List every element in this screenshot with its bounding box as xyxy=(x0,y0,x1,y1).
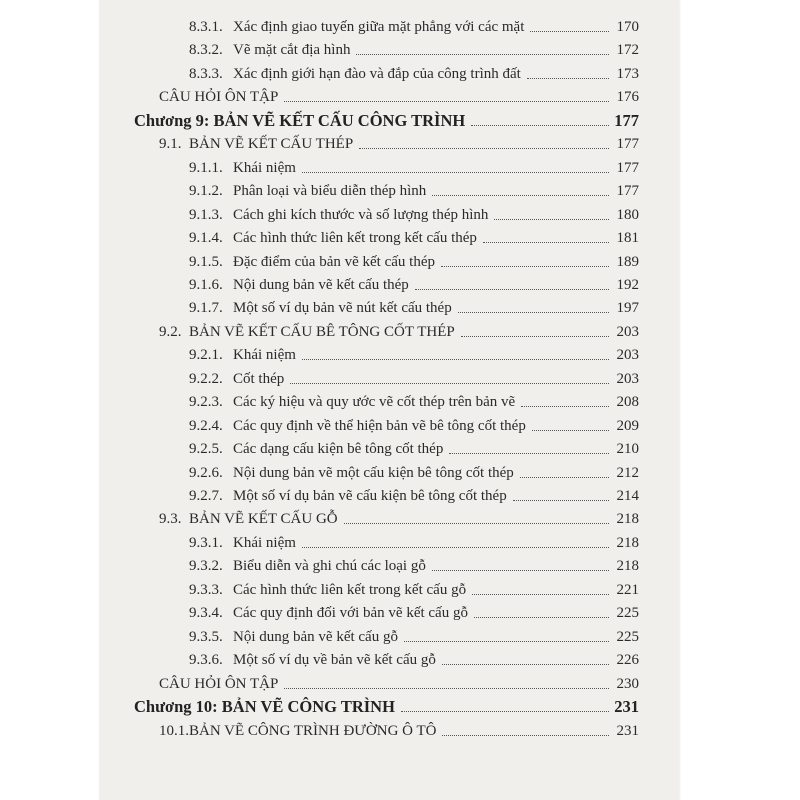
dot-leader xyxy=(401,710,609,712)
toc-page-number: 177 xyxy=(616,159,639,176)
dot-leader xyxy=(483,241,609,243)
toc-entry-title: Phân loại và biểu diễn thép hình xyxy=(233,183,427,200)
toc-entry xyxy=(99,598,679,622)
toc-entry xyxy=(99,35,679,59)
toc-entry-label xyxy=(159,323,457,341)
toc-entry-number: 9.3.5. xyxy=(189,628,223,645)
toc-entry xyxy=(99,340,679,364)
toc-entry-number: 9.2.2. xyxy=(189,370,223,387)
toc-page-number: 192 xyxy=(616,276,639,293)
toc-entry xyxy=(99,247,679,271)
dot-leader xyxy=(441,265,609,267)
toc-entry-number: 9.3.2. xyxy=(189,558,223,575)
dot-leader xyxy=(290,382,609,384)
toc-entry-number: 9.2.3. xyxy=(189,394,223,411)
toc-entry-label xyxy=(189,65,523,83)
toc-entry-title: Vẽ mặt cắt địa hình xyxy=(233,42,351,59)
toc-entry-number: 9.1.1. xyxy=(189,159,223,176)
toc-entry-label xyxy=(189,206,490,224)
toc-page-number: 177 xyxy=(616,183,639,200)
toc-entry xyxy=(99,200,679,224)
toc-entry-title: BẢN VẼ KẾT CẤU BÊ TÔNG CỐT THÉP xyxy=(189,323,455,340)
toc-page-number: 218 xyxy=(616,558,639,575)
dot-leader xyxy=(527,77,609,79)
toc-page-number: 180 xyxy=(616,206,639,223)
toc-entry-title: Một số ví dụ bản vẽ nút kết cấu thép xyxy=(233,300,452,317)
toc-page-number: 177 xyxy=(616,136,639,153)
dot-leader xyxy=(472,593,609,595)
toc-page-number: 203 xyxy=(616,347,639,364)
toc-chapter-entry xyxy=(99,692,679,716)
toc-entry-label xyxy=(159,722,438,740)
toc-entry-title: Cốt thép xyxy=(233,370,285,387)
toc-entry xyxy=(99,12,679,36)
toc-entry-title: Các hình thức liên kết trong kết cấu gỗ xyxy=(233,581,467,598)
dot-leader xyxy=(284,100,609,102)
toc-entry-label xyxy=(189,604,470,622)
toc-entry-title: Các quy định về thể hiện bản vẽ bê tông cốt thép xyxy=(233,417,526,434)
table-of-contents xyxy=(99,0,679,800)
toc-entry-label xyxy=(159,675,280,693)
dot-leader xyxy=(474,616,609,618)
toc-entry xyxy=(99,317,679,341)
toc-entry-title: BẢN VẼ KẾT CẤU GỖ xyxy=(189,511,338,528)
toc-entry xyxy=(99,458,679,482)
toc-page-number: 221 xyxy=(616,581,639,598)
toc-entry-title: Khái niệm xyxy=(233,347,296,364)
toc-entry xyxy=(99,293,679,317)
toc-page-number: 231 xyxy=(616,722,639,739)
toc-entry xyxy=(99,153,679,177)
toc-entry xyxy=(99,82,679,106)
toc-page-number: 210 xyxy=(616,441,639,458)
toc-entry-label xyxy=(189,253,437,271)
dot-leader xyxy=(521,405,609,407)
toc-entry-label xyxy=(189,159,298,177)
dot-leader xyxy=(344,522,609,524)
toc-entry-label xyxy=(189,41,352,59)
toc-entry xyxy=(99,669,679,693)
toc-chapter-entry xyxy=(99,106,679,130)
toc-entry-number: 9.2.6. xyxy=(189,464,223,481)
toc-entry-label xyxy=(189,417,528,435)
toc-page-number: 209 xyxy=(616,417,639,434)
toc-entry-number: 9.1. xyxy=(159,136,182,153)
toc-entry xyxy=(99,622,679,646)
toc-entry-label xyxy=(189,557,428,575)
toc-entry-label xyxy=(189,346,298,364)
toc-entry-number: 9.3.4. xyxy=(189,605,223,622)
dot-leader xyxy=(449,452,609,454)
toc-entry-number: 9.1.5. xyxy=(189,253,223,270)
toc-entry-number: 8.3.3. xyxy=(189,65,223,82)
toc-page-number: 214 xyxy=(616,488,639,504)
toc-entry xyxy=(99,528,679,552)
toc-page-number: 225 xyxy=(616,605,639,622)
toc-page-number: 189 xyxy=(616,253,639,270)
toc-page-number: 203 xyxy=(616,370,639,387)
toc-entry xyxy=(99,645,679,669)
toc-entry-title: Nội dung bản vẽ một cấu kiện bê tông cốt thép xyxy=(233,464,514,481)
toc-entry-number: 9.3.1. xyxy=(189,534,223,551)
toc-entry-title: Xác định giới hạn đào và đắp của công trình đất xyxy=(233,65,521,82)
toc-entry-label xyxy=(159,510,340,528)
toc-page-number: 208 xyxy=(616,394,639,411)
dot-leader xyxy=(471,124,609,126)
toc-entry-number: 9.2.5. xyxy=(189,441,223,458)
toc-entry xyxy=(99,504,679,528)
dot-leader xyxy=(359,147,609,149)
toc-entry-title: Nội dung bản vẽ kết cấu thép xyxy=(233,276,409,293)
toc-entry-label xyxy=(189,581,468,599)
toc-page-number: 218 xyxy=(616,534,639,551)
toc-entry xyxy=(99,434,679,458)
toc-entry-title: Cách ghi kích thước và số lượng thép hình xyxy=(233,206,489,223)
toc-page-number: 226 xyxy=(616,652,639,669)
toc-entry-title: CÂU HỎI ÔN TẬP xyxy=(159,675,279,692)
toc-page-number: 170 xyxy=(616,19,639,35)
dot-leader xyxy=(520,476,609,478)
dot-leader xyxy=(432,569,609,571)
toc-entry-title: Biểu diễn và ghi chú các loại gỗ xyxy=(233,558,426,575)
dot-leader xyxy=(284,687,609,689)
toc-entry-label xyxy=(189,487,509,505)
toc-entry xyxy=(99,270,679,294)
dot-leader xyxy=(458,311,609,313)
toc-entry xyxy=(99,411,679,435)
book-page xyxy=(99,0,679,800)
toc-entry-title: BẢN VẼ CÔNG TRÌNH ĐƯỜNG Ô TÔ xyxy=(189,722,437,739)
toc-entry-label xyxy=(189,651,438,669)
toc-entry-number: 9.2.4. xyxy=(189,417,223,434)
dot-leader xyxy=(432,194,609,196)
toc-entry-label xyxy=(189,628,400,646)
dot-leader xyxy=(442,734,609,736)
toc-entry-title: Đặc điểm của bản vẽ kết cấu thép xyxy=(233,253,435,270)
toc-entry xyxy=(99,59,679,83)
dot-leader xyxy=(494,218,609,220)
dot-leader xyxy=(513,499,609,501)
toc-entry-number: 9.2.1. xyxy=(189,347,223,364)
toc-entry-label xyxy=(134,112,467,130)
toc-entry-number: 9.3.6. xyxy=(189,652,223,669)
toc-entry-number: 9.1.4. xyxy=(189,230,223,247)
toc-entry-number: 9.1.6. xyxy=(189,276,223,293)
toc-entry-title: BẢN VẼ KẾT CẤU THÉP xyxy=(189,136,354,153)
toc-page-number: 177 xyxy=(614,110,639,130)
toc-entry xyxy=(99,575,679,599)
dot-leader xyxy=(415,288,609,290)
toc-page-number: 173 xyxy=(616,65,639,82)
toc-entry xyxy=(99,364,679,388)
toc-entry xyxy=(99,716,679,740)
dot-leader xyxy=(530,30,609,32)
toc-entry xyxy=(99,223,679,247)
toc-entry-title: Nội dung bản vẽ kết cấu gỗ xyxy=(233,628,398,645)
toc-page-number: 212 xyxy=(616,464,639,481)
toc-page-number: 176 xyxy=(616,89,639,106)
toc-entry-label xyxy=(189,370,286,388)
toc-entry-label xyxy=(189,464,516,482)
dot-leader xyxy=(302,546,609,548)
toc-entry-title: Chương 10: BẢN VẼ CÔNG TRÌNH xyxy=(134,697,395,717)
toc-entry-label xyxy=(189,229,479,247)
toc-entry-title: Một số ví dụ về bản vẽ kết cấu gỗ xyxy=(233,652,436,669)
toc-entry-label xyxy=(189,393,517,411)
toc-entry xyxy=(99,176,679,200)
toc-page-number: 181 xyxy=(616,230,639,247)
dot-leader xyxy=(404,640,609,642)
toc-entry xyxy=(99,387,679,411)
toc-entry-label xyxy=(134,698,397,716)
toc-entry-title: Các hình thức liên kết trong kết cấu thép xyxy=(233,230,477,247)
toc-entry-number: 10.1. xyxy=(159,722,189,739)
toc-entry-number: 9.2.7. xyxy=(189,488,223,504)
toc-entry-number: 8.3.1. xyxy=(189,19,223,35)
toc-entry-title: Khái niệm xyxy=(233,159,296,176)
toc-entry-number: 9.2. xyxy=(159,323,182,340)
toc-entry-title: Các quy định đối với bản vẽ kết cấu gỗ xyxy=(233,605,468,622)
toc-entry-title: Khái niệm xyxy=(233,534,296,551)
dot-leader xyxy=(461,335,609,337)
toc-entry-label xyxy=(189,18,526,36)
toc-page-number: 225 xyxy=(616,628,639,645)
toc-entry-number: 9.1.3. xyxy=(189,206,223,223)
toc-entry-number: 8.3.2. xyxy=(189,42,223,59)
toc-page-number: 203 xyxy=(616,323,639,340)
toc-entry-title: Các dạng cấu kiện bê tông cốt thép xyxy=(233,441,444,458)
toc-entry-number: 9.1.2. xyxy=(189,183,223,200)
toc-entry-label xyxy=(189,440,445,458)
toc-page-number: 218 xyxy=(616,511,639,528)
toc-entry-title: Chương 9: BẢN VẼ KẾT CẤU CÔNG TRÌNH xyxy=(134,110,466,130)
toc-entry xyxy=(99,551,679,575)
toc-entry-label xyxy=(159,88,280,106)
dot-leader xyxy=(532,429,609,431)
toc-page-number: 230 xyxy=(616,675,639,692)
dot-leader xyxy=(302,171,609,173)
toc-entry-label xyxy=(159,135,355,153)
toc-entry-number: 9.3.3. xyxy=(189,581,223,598)
toc-entry-title: CÂU HỎI ÔN TẬP xyxy=(159,89,279,106)
toc-page-number: 231 xyxy=(614,697,639,717)
toc-entry-label xyxy=(189,534,298,552)
toc-entry-label xyxy=(189,182,428,200)
toc-page-number: 197 xyxy=(616,300,639,317)
toc-entry-label xyxy=(189,299,454,317)
dot-leader xyxy=(356,53,609,55)
toc-entry-number: 9.1.7. xyxy=(189,300,223,317)
toc-entry-title: Xác định giao tuyến giữa mặt phẳng với các mặt xyxy=(233,19,525,35)
dot-leader xyxy=(302,358,609,360)
toc-entry xyxy=(99,129,679,153)
toc-entry-title: Các ký hiệu và quy ước vẽ cốt thép trên bản vẽ xyxy=(233,394,516,411)
toc-entry-title: Một số ví dụ bản vẽ cấu kiện bê tông cốt thép xyxy=(233,488,507,504)
toc-entry-number: 9.3. xyxy=(159,511,182,528)
toc-entry-label xyxy=(189,276,411,294)
toc-entry xyxy=(99,481,679,505)
toc-page-number: 172 xyxy=(616,42,639,59)
dot-leader xyxy=(442,663,609,665)
